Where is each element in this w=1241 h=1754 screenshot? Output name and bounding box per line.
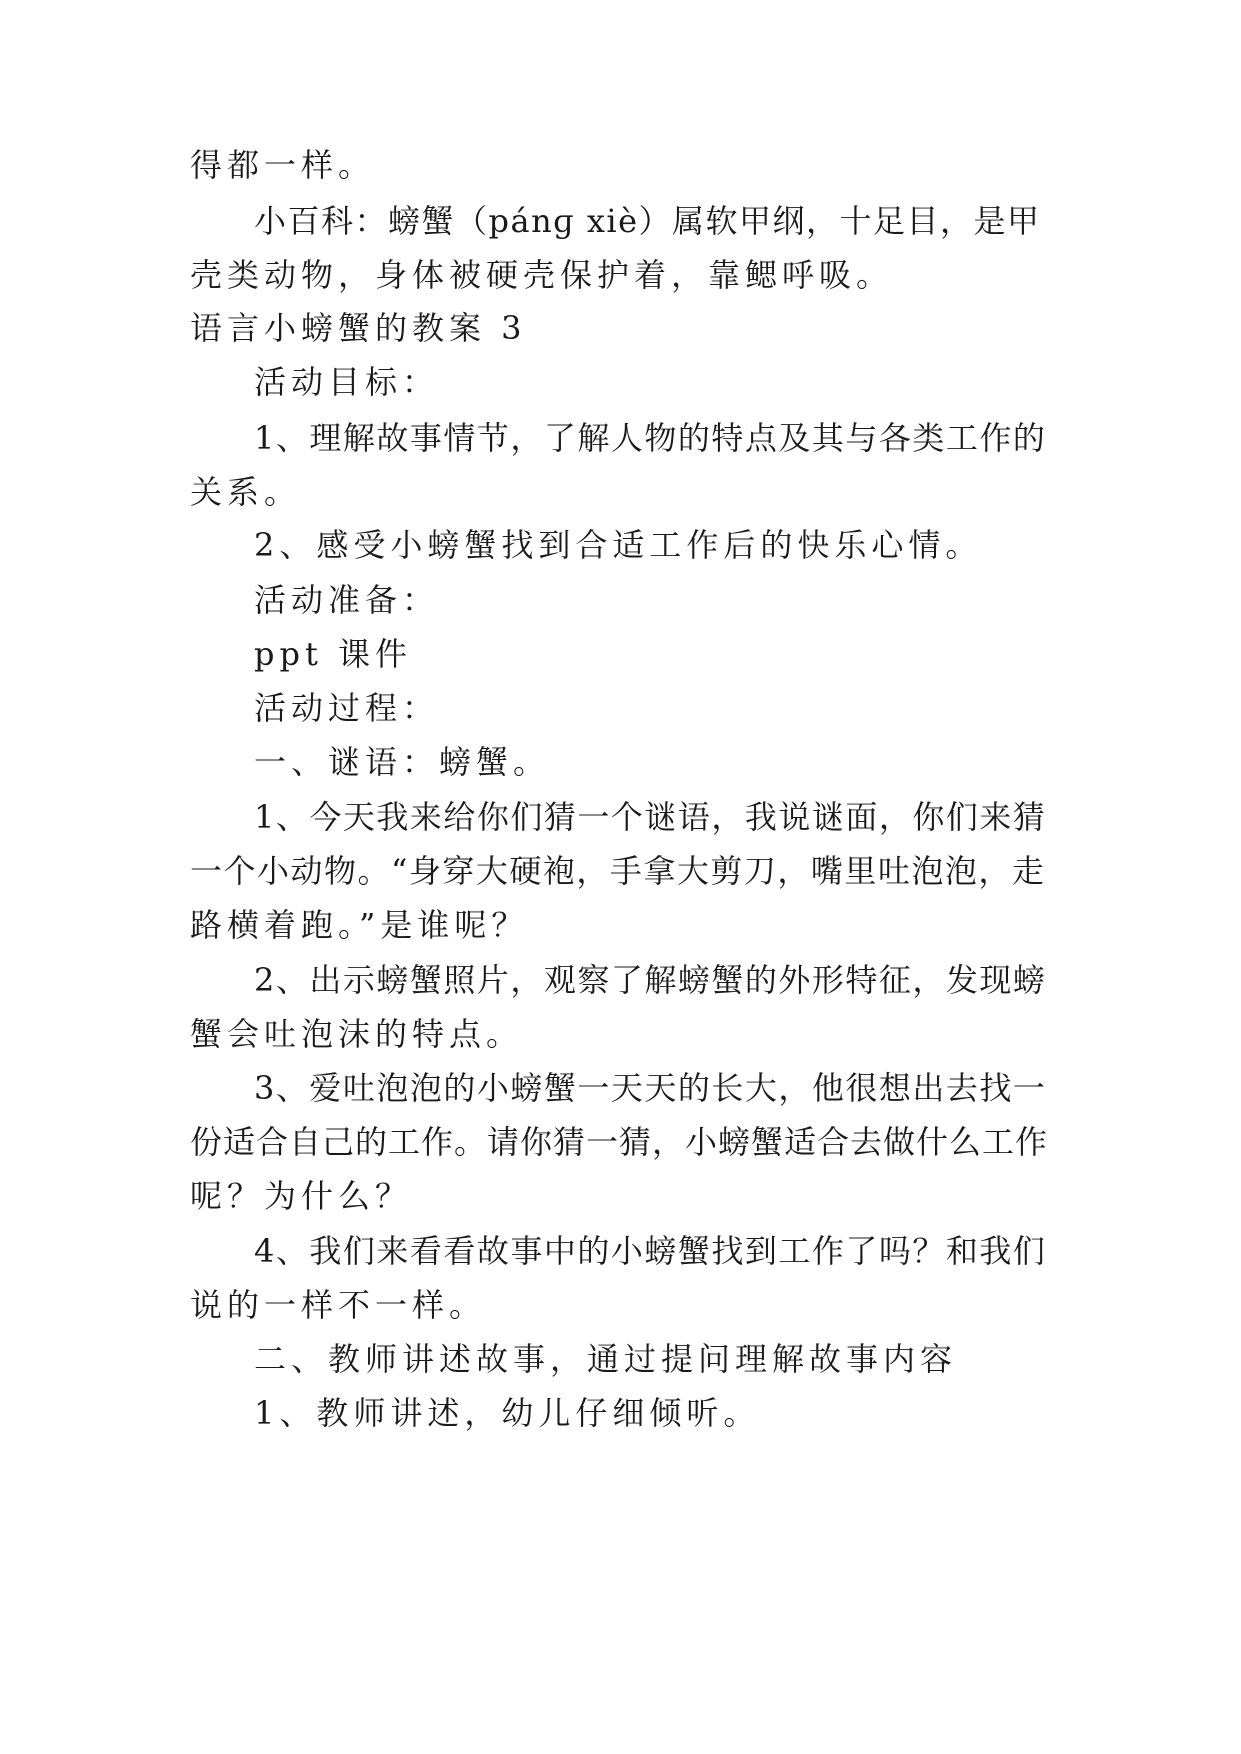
text-line: 一个小动物。“身穿大硬袍，手拿大剪刀，嘴里吐泡泡，走 [190,852,1046,890]
text-line: ppt 课件 [254,635,413,673]
text-line: 壳类动物，身体被硬壳保护着，靠鳃呼吸。 [190,256,894,294]
text-line: 蟹会吐泡沫的特点。 [190,1015,524,1053]
text-line: 小百科：螃蟹（pánɡ xiè）属软甲纲，十足目，是甲 [254,202,1041,240]
text-line: 得都一样。 [190,146,376,184]
text-line: 路横着跑。”是谁呢？ [190,906,529,944]
text-line: 1、理解故事情节，了解人物的特点及其与各类工作的 [254,419,1047,457]
text-line: 活动准备： [254,581,440,619]
text-line: 一、谜语：螃蟹。 [254,743,551,781]
text-line: 2、出示螃蟹照片，观察了解螃蟹的外形特征，发现螃 [254,961,1047,999]
text-line: 活动目标： [254,363,440,401]
text-line: 4、我们来看看故事中的小螃蟹找到工作了吗？和我们 [254,1232,1047,1270]
text-line: 关系。 [190,473,302,511]
text-line: 二、教师讲述故事，通过提问理解故事内容 [254,1340,958,1378]
section-heading: 语言小螃蟹的教案 3 [190,309,527,347]
text-line: 2、感受小螃蟹找到合适工作后的快乐心情。 [254,526,983,564]
text-line: 份适合自己的工作。请你猜一猜，小螃蟹适合去做什么工作 [190,1123,1049,1161]
text-line: 1、今天我来给你们猜一个谜语，我说谜面，你们来猜 [254,798,1047,836]
text-line: 活动过程： [254,689,440,727]
text-line: 1、教师讲述，幼儿仔细倾听。 [254,1394,761,1432]
text-line: 3、爱吐泡泡的小螃蟹一天天的长大，他很想出去找一 [254,1069,1047,1107]
text-line: 说的一样不一样。 [190,1286,487,1324]
text-line: 呢？为什么？ [190,1177,413,1215]
